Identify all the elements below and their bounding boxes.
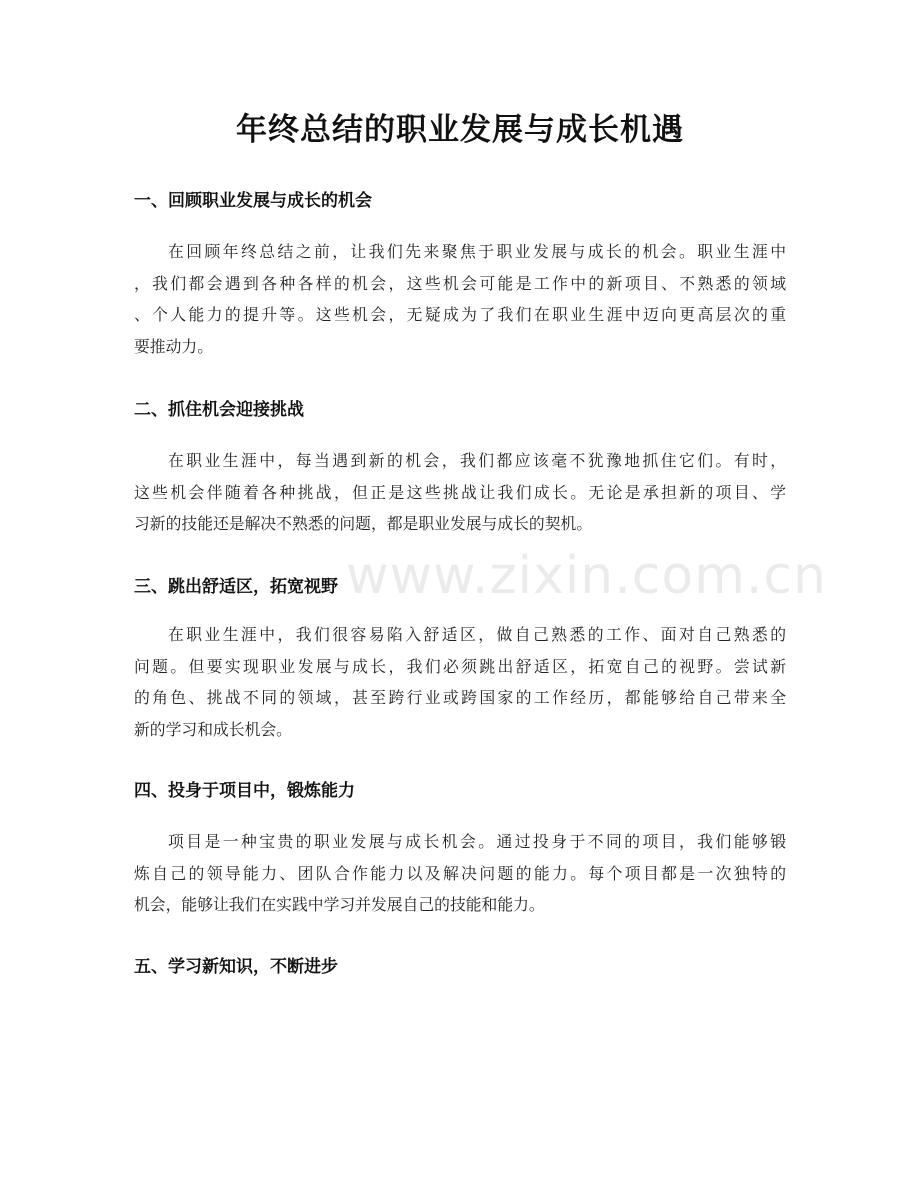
section-heading-1: 一、回顾职业发展与成长的机会 — [134, 191, 372, 211]
paragraph-line: 机会，能够让我们在实践中学习并发展自己的技能和能力。 — [134, 895, 545, 914]
section-paragraph-1 — [134, 236, 786, 362]
section-paragraph-4 — [134, 826, 786, 921]
paragraph-line: 、个人能力的提升等。这些机会，无疑成为了我们在职业生涯中迈向更高层次的重 — [134, 305, 786, 324]
section-heading-5: 五、学习新知识，不断进步 — [134, 957, 338, 977]
paragraph-line: 项目是一种宝贵的职业发展与成长机会。通过投身于不同的项目，我们能够锻 — [168, 832, 786, 851]
paragraph-line: 的角色、挑战不同的领域，甚至跨行业或跨国家的工作经历，都能够给自己带来全 — [134, 688, 786, 707]
section-heading-4: 四、投身于项目中，锻炼能力 — [134, 781, 355, 801]
document-title: 年终总结的职业发展与成长机遇 — [236, 112, 684, 148]
paragraph-line: 在回顾年终总结之前，让我们先来聚焦于职业发展与成长的机会。职业生涯中 — [168, 242, 786, 261]
paragraph-line: 这些机会伴随着各种挑战，但正是这些挑战让我们成长。无论是承担新的项目、学 — [134, 482, 786, 502]
paragraph-line: 要推动力。 — [134, 336, 213, 356]
paragraph-line: 在职业生涯中，每当遇到新的机会，我们都应该毫不犹豫地抓住它们。有时， — [168, 451, 786, 470]
watermark: www.zixin.com.cn — [346, 546, 827, 606]
paragraph-line: 习新的技能还是解决不熟悉的问题，都是职业发展与成长的契机。 — [134, 514, 593, 533]
section-heading-2: 二、抓住机会迎接挑战 — [134, 400, 304, 420]
section-heading-3: 三、跳出舒适区，拓宽视野 — [134, 577, 338, 597]
paragraph-line: 在职业生涯中，我们很容易陷入舒适区，做自己熟悉的工作、面对自己熟悉的 — [168, 625, 786, 644]
paragraph-line: 新的学习和成长机会。 — [134, 719, 292, 739]
paragraph-line: ，我们都会遇到各种各样的机会，这些机会可能是工作中的新项目、不熟悉的领域 — [134, 273, 786, 293]
paragraph-line: 问题。但要实现职业发展与成长，我们必须跳出舒适区，拓宽自己的视野。尝试新 — [134, 656, 786, 676]
section-paragraph-3 — [134, 619, 786, 745]
paragraph-line: 炼自己的领导能力、团队合作能力以及解决问题的能力。每个项目都是一次独特的 — [134, 863, 786, 883]
section-paragraph-2 — [134, 445, 786, 540]
